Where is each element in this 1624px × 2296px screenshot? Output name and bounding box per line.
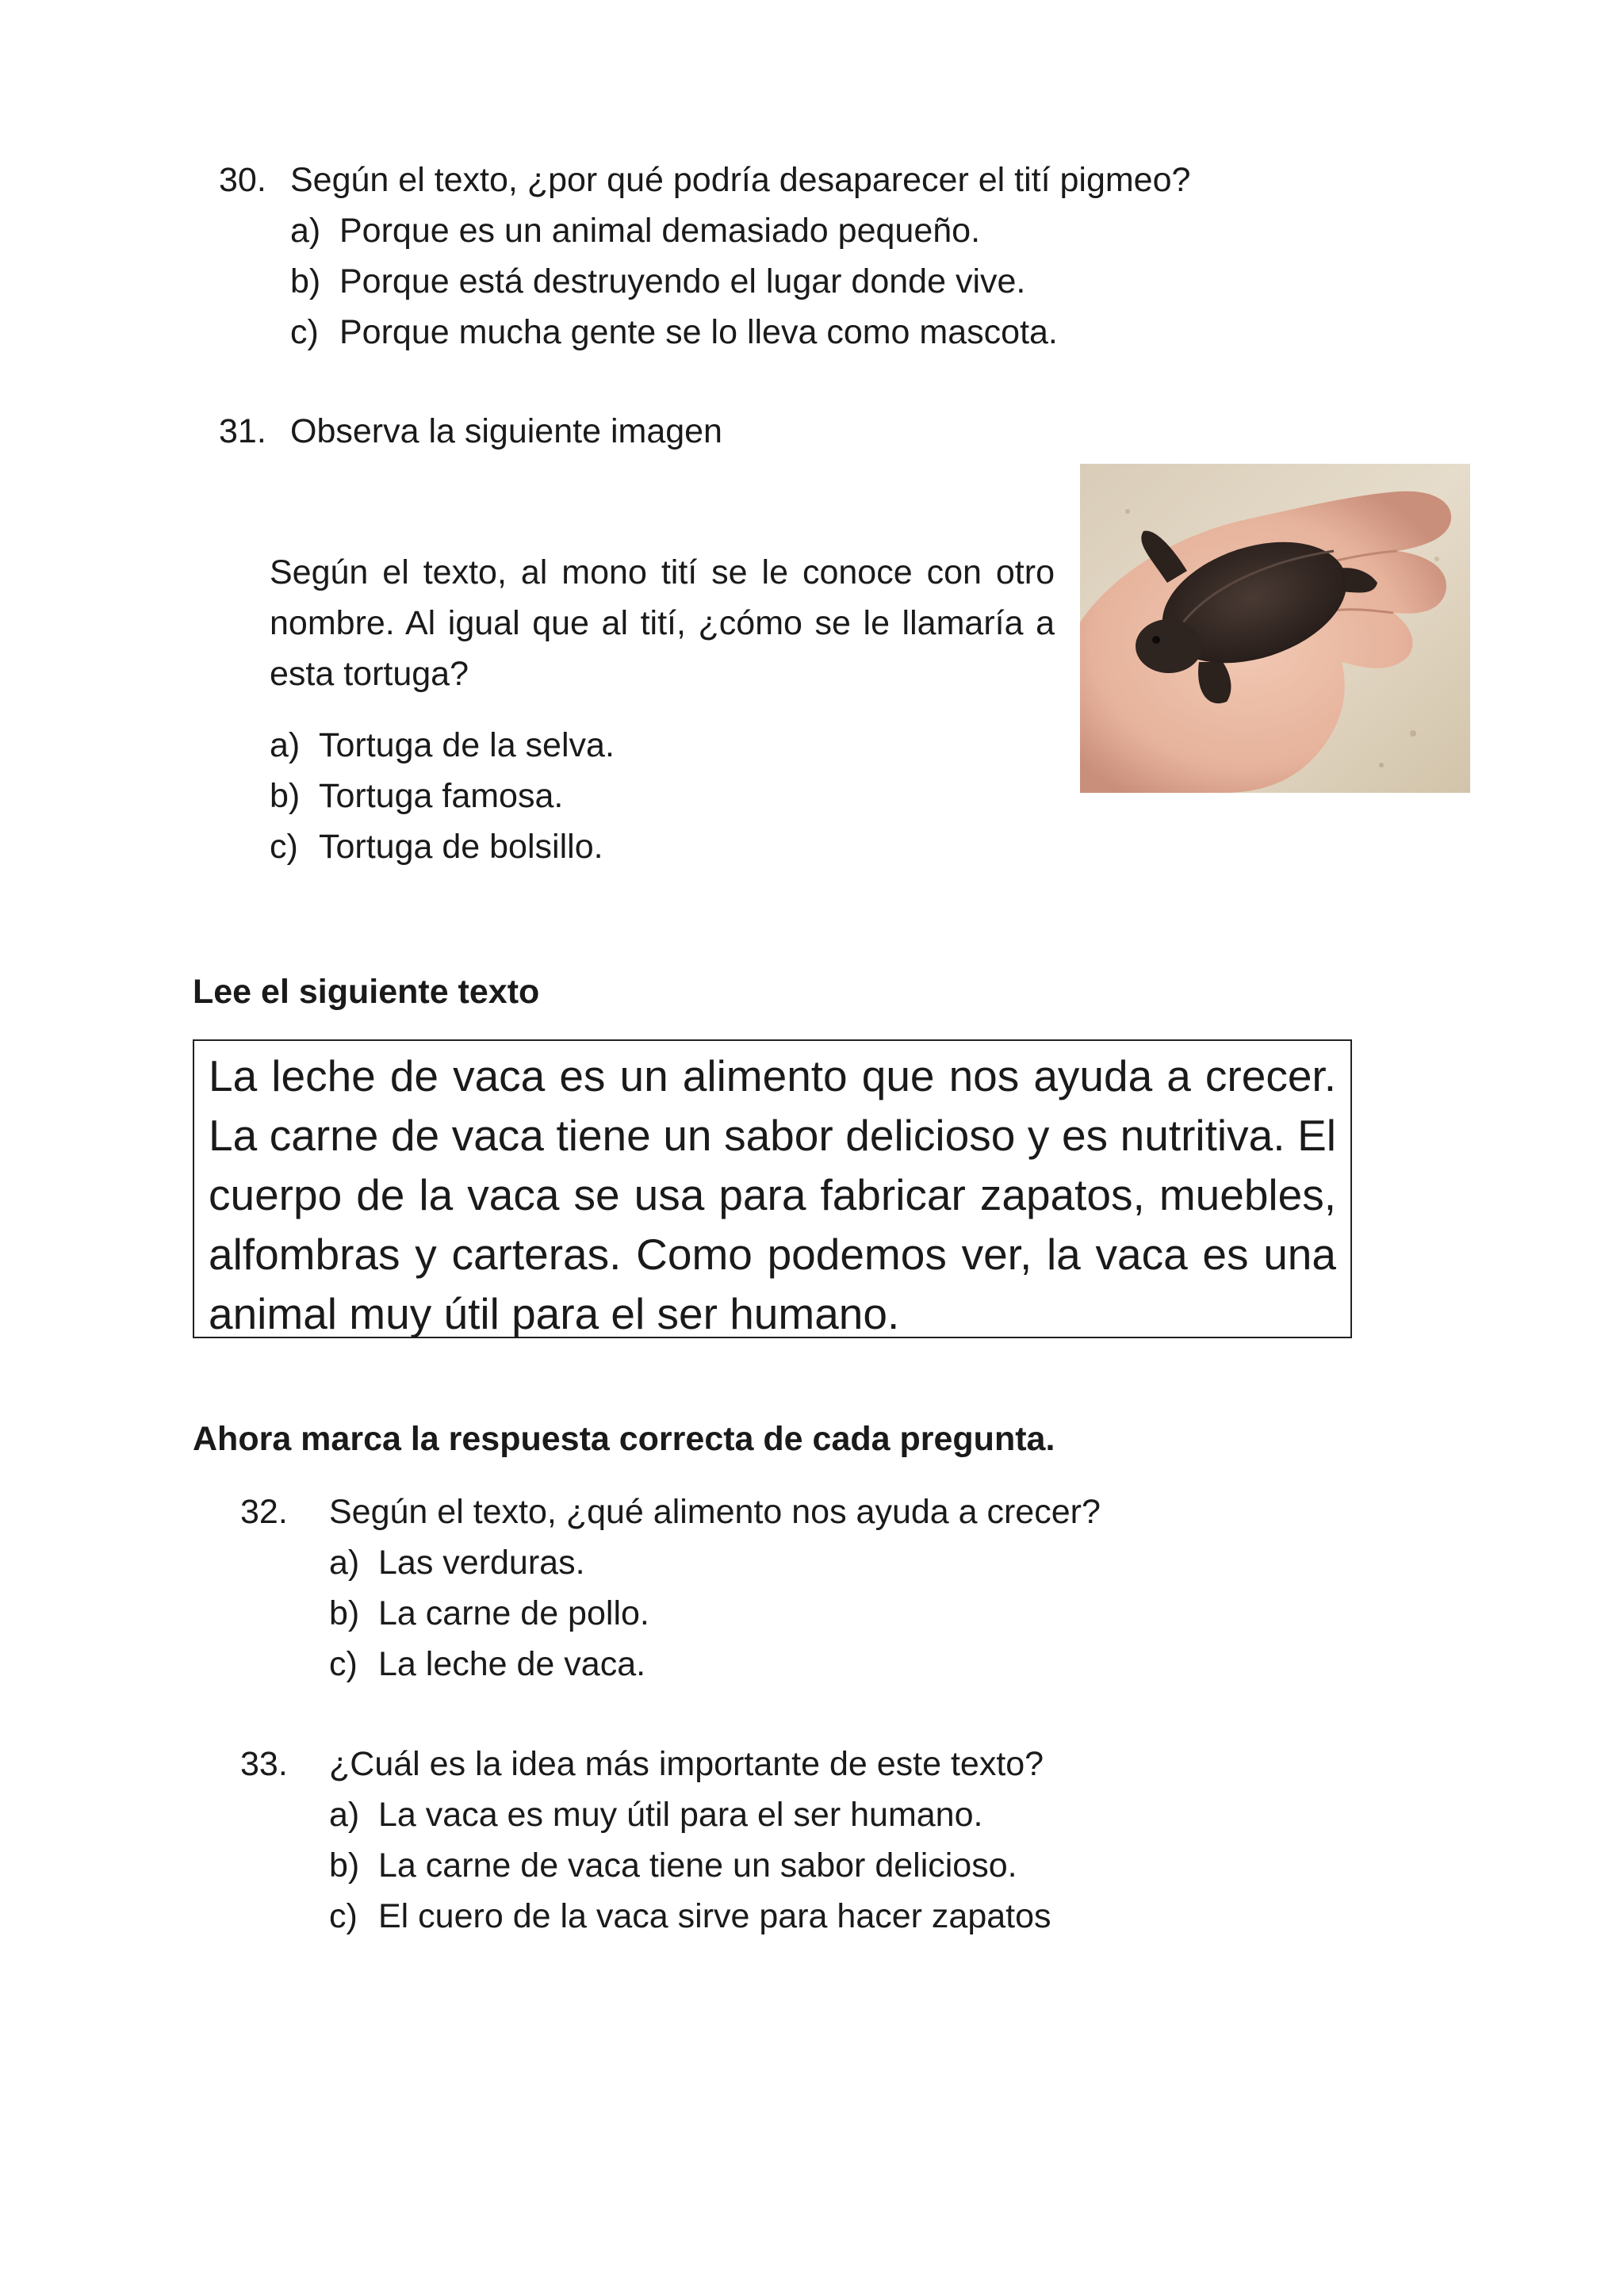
option-c[interactable]: [290, 307, 1058, 358]
option-letter: b): [270, 777, 301, 815]
option-letter: a): [329, 1544, 360, 1582]
question-number: 32.: [240, 1493, 288, 1531]
section-title: Lee el siguiente texto: [193, 973, 540, 1011]
question-number: 33.: [240, 1745, 288, 1783]
question-text: Observa la siguiente imagen: [290, 412, 722, 450]
option-a[interactable]: [329, 1537, 649, 1588]
option-b[interactable]: [329, 1588, 649, 1639]
option-letter: b): [290, 262, 321, 300]
option-a[interactable]: [290, 205, 1058, 256]
option-text: El cuero de la vaca sirve para hacer zapatos: [378, 1897, 1051, 1935]
option-text: Las verduras.: [378, 1544, 585, 1582]
option-letter: c): [270, 828, 298, 866]
option-letter: c): [329, 1897, 358, 1935]
reading-box: [193, 1039, 1352, 1338]
options-list: [290, 205, 1058, 358]
option-a[interactable]: [270, 720, 615, 771]
question-text: Según el texto, ¿por qué podría desaparecer el tití pigmeo?: [290, 161, 1191, 199]
prompt-text: Según el texto, al mono tití se le conoce con otro nombre. Al igual que al tití, ¿cómo se le llamaría a esta tortuga?: [270, 553, 1055, 693]
reading-text: La leche de vaca es un alimento que nos ayuda a crecer. La carne de vaca tiene un sabor delicioso y es nutritiva. El cuerpo de la vaca se usa para fabricar zapatos, muebles, alfombras y carteras. Como podemos ver, la vaca es una animal muy útil para el ser humano.: [209, 1051, 1336, 1338]
question-text: ¿Cuál es la idea más importante de este texto?: [329, 1745, 1044, 1783]
option-letter: a): [290, 212, 321, 250]
option-text: La carne de vaca tiene un sabor delicioso.: [378, 1846, 1017, 1885]
options-list: [329, 1537, 649, 1689]
option-letter: b): [329, 1846, 360, 1885]
option-letter: a): [270, 726, 301, 764]
option-c[interactable]: [329, 1891, 1051, 1942]
option-letter: b): [329, 1594, 360, 1632]
question-text: Según el texto, ¿qué alimento nos ayuda a crecer?: [329, 1493, 1101, 1531]
option-text: Tortuga de la selva.: [319, 726, 615, 764]
question-31: [219, 406, 722, 457]
option-text: Tortuga famosa.: [319, 777, 564, 815]
option-text: Tortuga de bolsillo.: [319, 828, 603, 866]
options-list: [329, 1789, 1051, 1942]
option-letter: a): [329, 1796, 360, 1834]
option-text: La leche de vaca.: [378, 1645, 646, 1683]
question-number: 31.: [219, 412, 266, 450]
option-c[interactable]: [270, 821, 615, 872]
option-b[interactable]: [270, 771, 615, 821]
option-a[interactable]: [329, 1789, 1051, 1840]
option-text: Porque es un animal demasiado pequeño.: [339, 212, 981, 250]
option-text: Porque está destruyendo el lugar donde vive.: [339, 262, 1026, 300]
question-31-prompt: [270, 547, 1055, 699]
instruction: Ahora marca la respuesta correcta de cada pregunta.: [193, 1420, 1055, 1458]
question-number: 30.: [219, 161, 266, 199]
options-list: [270, 720, 615, 872]
turtle-photo: [1080, 464, 1470, 793]
option-text: Porque mucha gente se lo lleva como mascota.: [339, 313, 1058, 351]
option-text: La carne de pollo.: [378, 1594, 649, 1632]
option-letter: c): [329, 1645, 358, 1683]
option-letter: c): [290, 313, 319, 351]
option-b[interactable]: [329, 1840, 1051, 1891]
option-b[interactable]: [290, 256, 1058, 307]
option-c[interactable]: [329, 1639, 649, 1689]
option-text: La vaca es muy útil para el ser humano.: [378, 1796, 983, 1834]
